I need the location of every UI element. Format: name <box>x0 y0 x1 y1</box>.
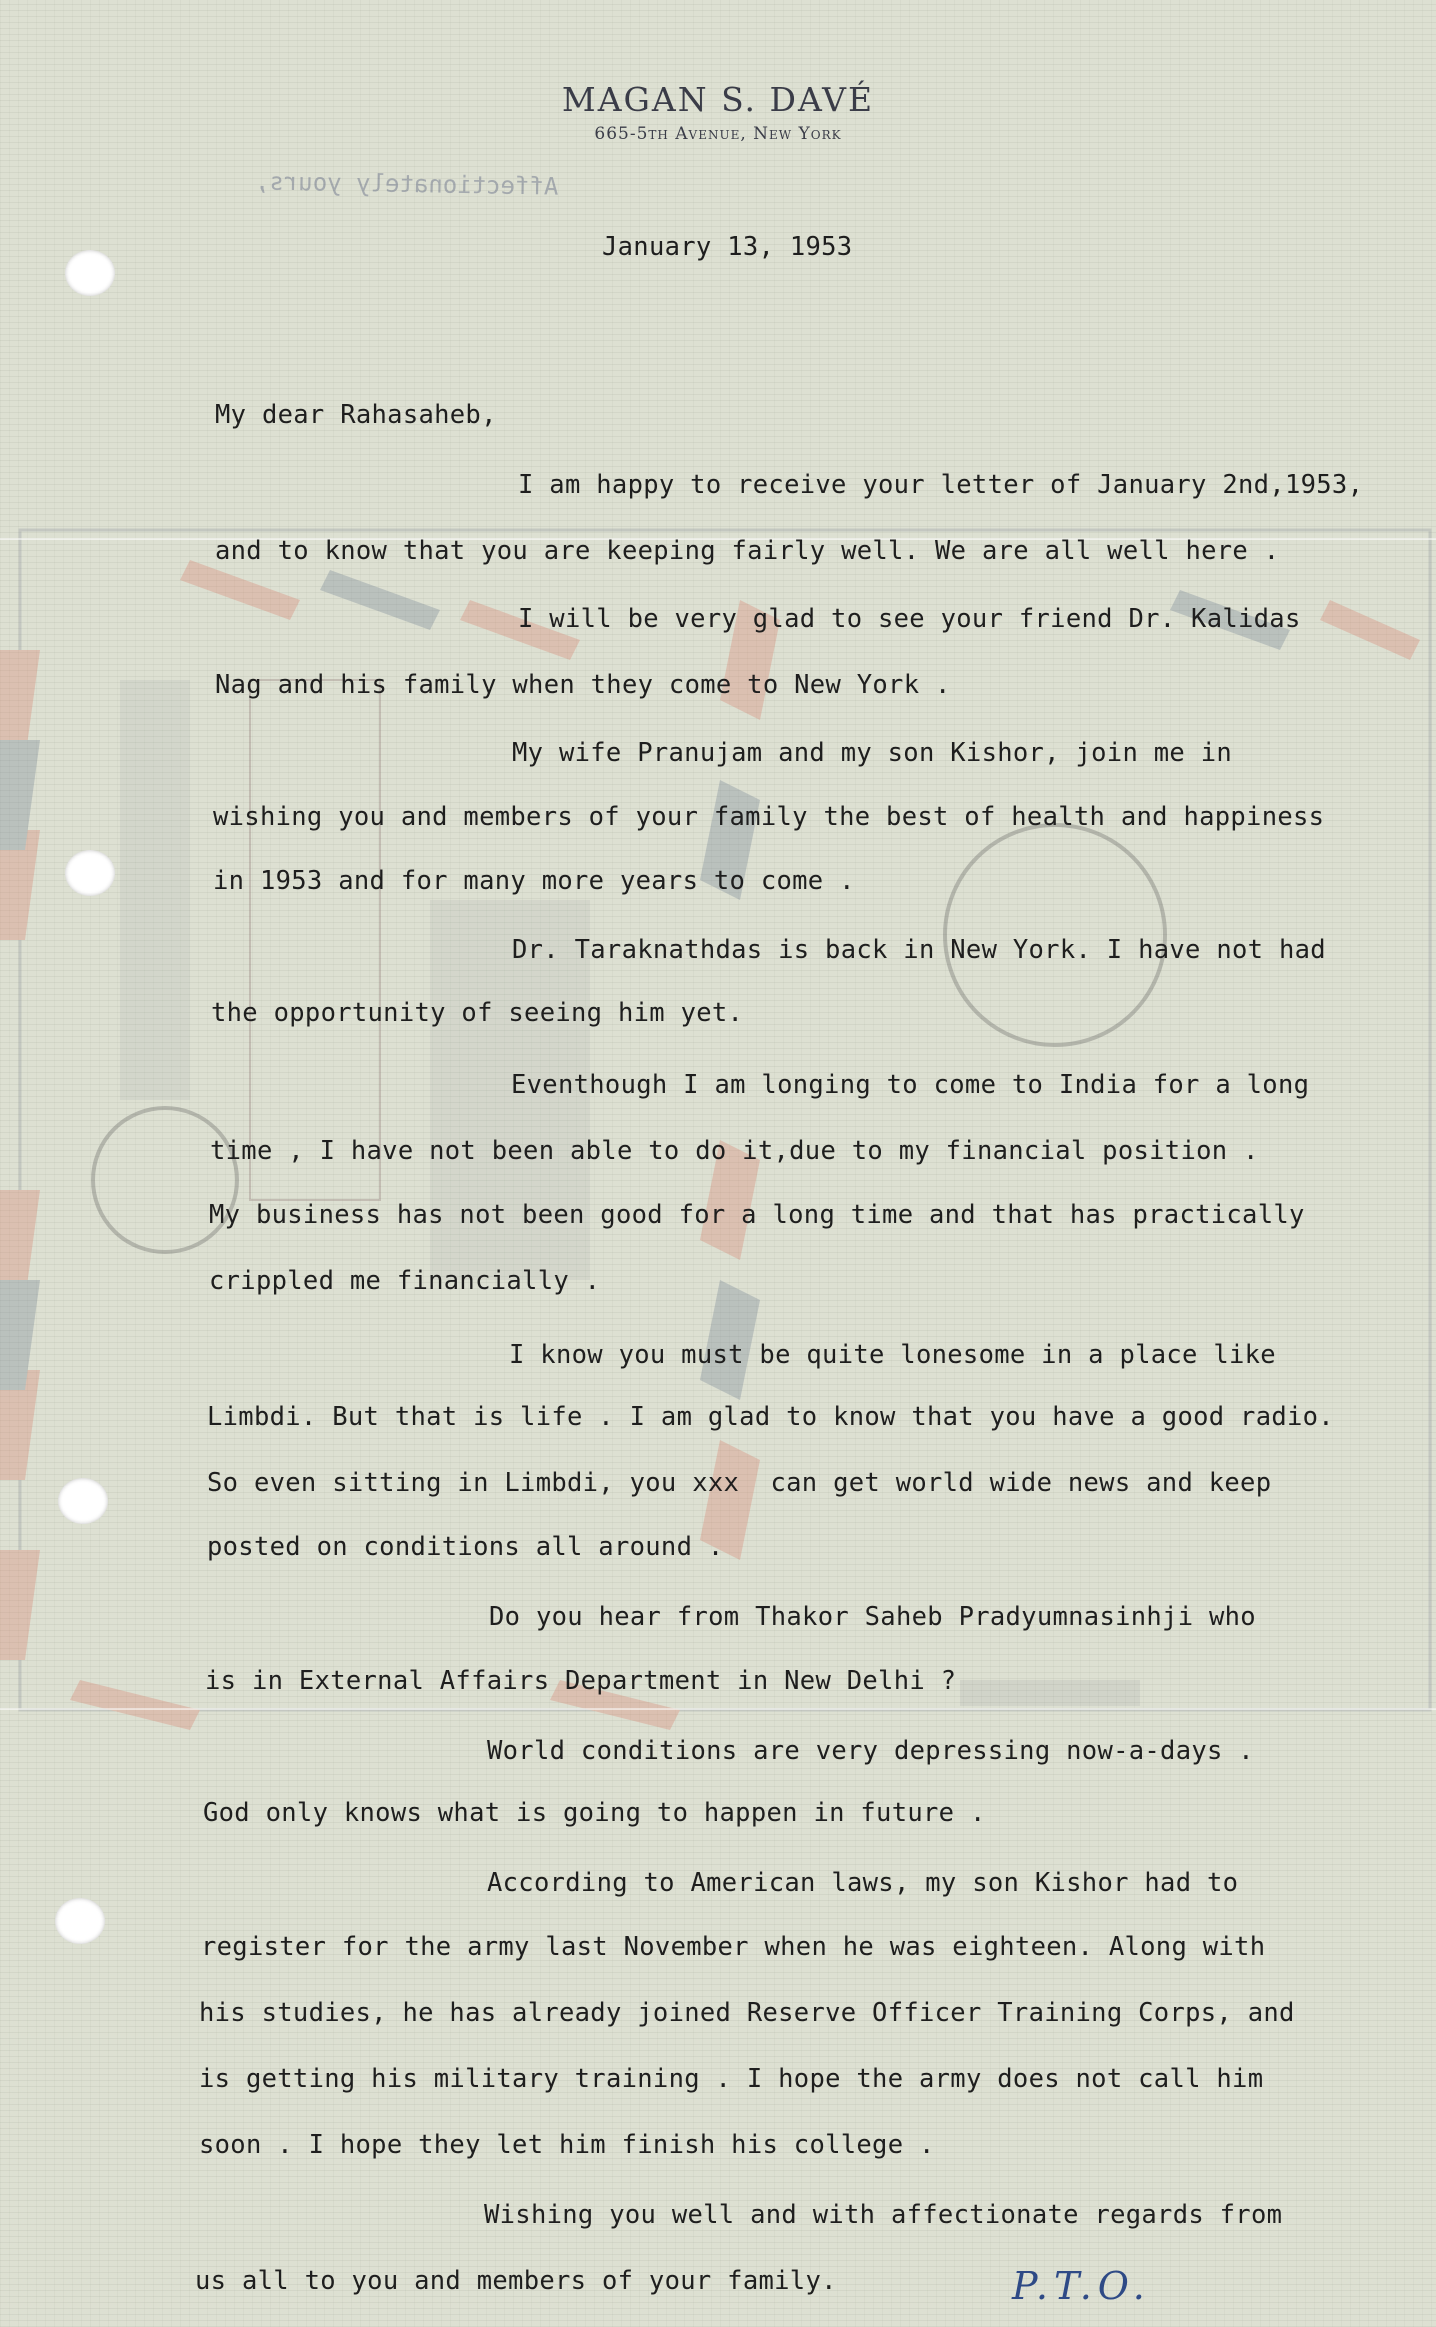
body-line: God only knows what is going to happen in future . <box>203 1798 986 1828</box>
punch-hole <box>58 1478 108 1524</box>
body-line: My business has not been good for a long time and that has practically <box>209 1200 1305 1230</box>
body-line: So even sitting in Limbdi, you xxx can get world wide news and keep <box>207 1468 1272 1498</box>
body-line: Eventhough I am longing to come to India for a long <box>511 1070 1310 1100</box>
paper-fold <box>0 1708 1436 1710</box>
punch-hole <box>55 1898 105 1944</box>
body-line: the opportunity of seeing him yet. <box>211 998 744 1028</box>
body-line: crippled me financially . <box>209 1266 601 1296</box>
body-line: I know you must be quite lonesome in a place like <box>509 1340 1276 1370</box>
punch-hole <box>65 850 115 896</box>
body-line: his studies, he has already joined Reserve Officer Training Corps, and <box>199 1998 1295 2028</box>
body-line: is getting his military training . I hope the army does not call him <box>199 2064 1264 2094</box>
pto-handwritten-note: P.T.O. <box>1012 2264 1151 2308</box>
mirrored-closing-showthrough: Affectionately yours, <box>254 167 559 201</box>
punch-hole <box>65 250 115 296</box>
letter-date: January 13, 1953 <box>602 232 853 262</box>
body-line: posted on conditions all around . <box>207 1532 724 1562</box>
body-line: us all to you and members of your family. <box>195 2266 837 2296</box>
body-line: Limbdi. But that is life . I am glad to know that you have a good radio. <box>207 1402 1334 1432</box>
body-line: Do you hear from Thakor Saheb Pradyumnasinhji who <box>489 1602 1256 1632</box>
body-line: soon . I hope they let him finish his college . <box>199 2130 935 2160</box>
body-line: register for the army last November when he was eighteen. Along with <box>201 1932 1266 1962</box>
body-line: I am happy to receive your letter of January 2nd,1953, <box>518 470 1364 500</box>
letterhead-name: MAGAN S. DAVÉ <box>561 80 875 119</box>
salutation: My dear Rahasaheb, <box>215 400 497 430</box>
body-line: I will be very glad to see your friend Dr. Kalidas <box>518 604 1301 634</box>
body-line: is in External Affairs Department in New Delhi ? <box>205 1666 957 1696</box>
body-line: According to American laws, my son Kishor had to <box>487 1868 1239 1898</box>
body-line: wishing you and members of your family the best of health and happiness <box>213 802 1325 832</box>
body-line: Nag and his family when they come to New York . <box>215 670 951 700</box>
body-line: Dr. Taraknathdas is back in New York. I have not had <box>512 935 1326 965</box>
body-line: and to know that you are keeping fairly well. We are all well here . <box>215 536 1280 566</box>
body-line: World conditions are very depressing now-a-days . <box>487 1736 1254 1766</box>
letterhead-address: 665-5th Avenue, New York <box>594 124 842 144</box>
body-line: Wishing you well and with affectionate regards from <box>484 2200 1283 2230</box>
body-line: time , I have not been able to do it,due to my financial position . <box>210 1136 1259 1166</box>
body-line: My wife Pranujam and my son Kishor, join me in <box>512 738 1233 768</box>
body-line: in 1953 and for many more years to come . <box>213 866 855 896</box>
